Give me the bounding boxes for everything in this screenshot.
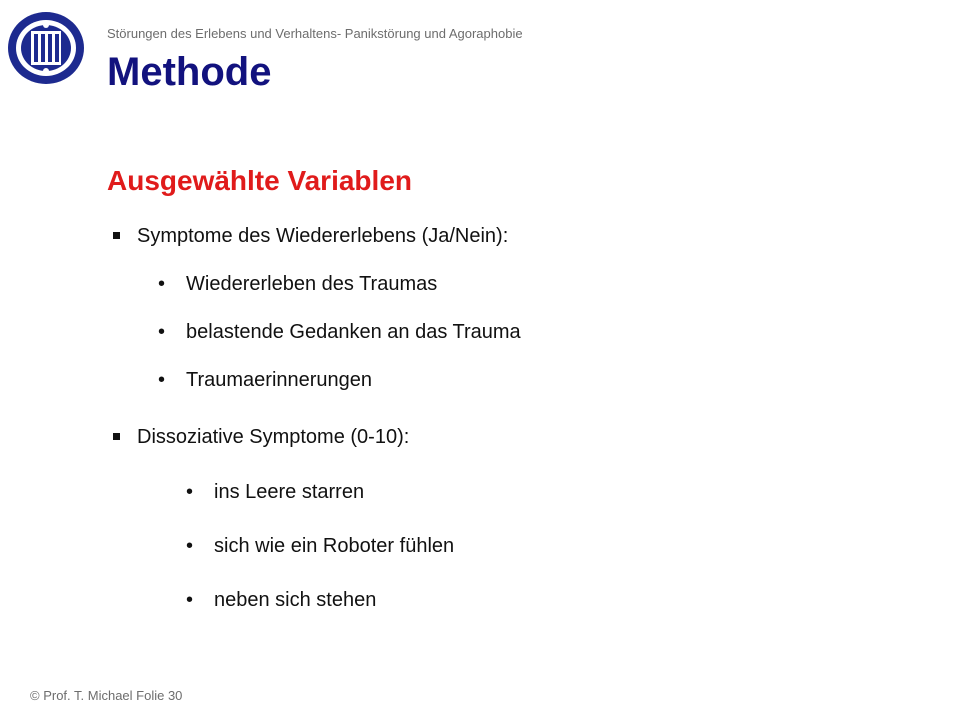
bullet-icon: • bbox=[158, 369, 166, 391]
bullet-icon: • bbox=[158, 321, 166, 343]
list-item: Traumaerinnerungen bbox=[186, 369, 373, 391]
list-item: sich wie ein Roboter fühlen bbox=[214, 535, 455, 557]
presentation-subtitle: Störungen des Erlebens und Verhaltens- Panikstörung und Agoraphobie bbox=[107, 26, 523, 41]
list-item: belastende Gedanken an das Trauma bbox=[186, 321, 521, 343]
bullet-icon: • bbox=[158, 273, 166, 295]
slide-title: Methode bbox=[107, 50, 272, 94]
section-heading: Ausgewählte Variablen bbox=[107, 165, 412, 196]
bullet-icon: • bbox=[186, 481, 194, 503]
footer-copyright: © Prof. T. Michael Folie 30 bbox=[30, 688, 183, 703]
bullet-icon: • bbox=[186, 535, 194, 557]
square-bullet-icon bbox=[113, 232, 120, 239]
square-bullet-icon bbox=[113, 433, 120, 440]
list-item: Wiedererleben des Traumas bbox=[186, 273, 438, 295]
university-logo-icon bbox=[5, 9, 87, 87]
list-item: neben sich stehen bbox=[214, 589, 377, 611]
bullet-icon: • bbox=[186, 589, 194, 611]
section-label-dissociative: Dissoziative Symptome (0-10): bbox=[137, 426, 410, 448]
section-label-reexperiencing: Symptome des Wiedererlebens (Ja/Nein): bbox=[137, 225, 509, 247]
list-item: ins Leere starren bbox=[214, 481, 365, 503]
